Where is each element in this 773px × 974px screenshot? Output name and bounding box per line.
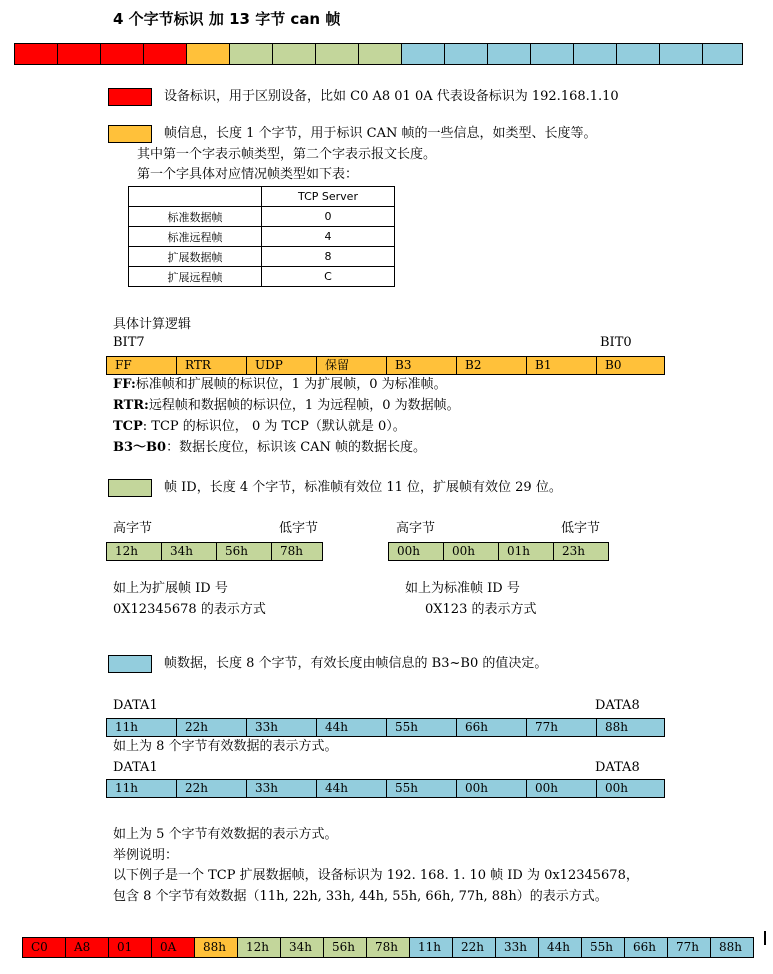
bit-desc-key: FF: [113, 377, 136, 392]
example-frame-cell: 55h [582, 938, 625, 957]
bit-cell: B1 [527, 357, 597, 374]
std-id-row [388, 542, 609, 561]
bit-desc-rtr [113, 397, 460, 415]
bar-cell [574, 44, 617, 64]
frame-info-text-2: 其中第一个字表示帧类型，第二个字表示报文长度。 [137, 147, 437, 162]
bar-cell [703, 44, 743, 64]
frame-info-text: 帧信息，长度 1 个字节，用于标识 CAN 帧的一些信息，如类型、长度等。 [164, 126, 597, 141]
bar-cell [316, 44, 359, 64]
table-row [129, 187, 395, 207]
table-cell: C [262, 267, 395, 287]
bit-row [106, 356, 665, 375]
frame-data-swatch [108, 655, 152, 673]
bit-desc-key: TCP [113, 419, 143, 434]
frame-layout-bar [14, 43, 743, 65]
id-cell: 01h [499, 543, 554, 560]
bar-cell [359, 44, 402, 64]
bits-heading: 具体计算逻辑 [113, 317, 192, 332]
id-cell: 56h [217, 543, 272, 560]
bar-cell [144, 44, 187, 64]
data-cell: 00h [527, 780, 597, 797]
example-frame-cell: 66h [625, 938, 668, 957]
id-cell: 00h [444, 543, 499, 560]
frame-data-text: 帧数据，长度 8 个字节，有效长度由帧信息的 B3~B0 的值决定。 [164, 656, 548, 671]
data-cell: 77h [527, 719, 597, 736]
example-frame-cell: 22h [453, 938, 496, 957]
bit-desc-tcp [113, 418, 406, 436]
bit-desc-key: B3～B0 [113, 440, 167, 455]
example-frame-cell: 12h [238, 938, 281, 957]
table-row [129, 247, 395, 267]
bar-cell [187, 44, 230, 64]
example-line-1: 以下例子是一个 TCP 扩展数据帧，设备标识为 192. 168. 1. 10 帧 ID 为 0x12345678， [113, 868, 639, 883]
data-cell: 88h [597, 719, 665, 736]
bit-cell: FF [107, 357, 177, 374]
std-caption-1: 如上为标准帧 ID 号 [405, 581, 520, 596]
data-cell: 11h [107, 719, 177, 736]
bar-cell [617, 44, 660, 64]
bit7-label: BIT7 [113, 335, 145, 350]
frame-info-swatch [108, 125, 152, 143]
table-cell: 标准远程帧 [129, 227, 262, 247]
data-row-8 [106, 718, 665, 737]
bit-cell: RTR [177, 357, 247, 374]
table-row [129, 207, 395, 227]
bar-cell [402, 44, 445, 64]
table-cell: 扩展数据帧 [129, 247, 262, 267]
table-cell: 扩展远程帧 [129, 267, 262, 287]
table-cell: 标准数据帧 [129, 207, 262, 227]
example-frame-cell: 01 [109, 938, 152, 957]
example-frame-cell: 78h [367, 938, 410, 957]
bit-cell: UDP [247, 357, 317, 374]
ext-low-label: 低字节 [279, 521, 319, 536]
ext-id-row [106, 542, 323, 561]
example-frame-cell: 33h [496, 938, 539, 957]
example-frame-cell: 11h [410, 938, 453, 957]
frame-info-text-3: 第一个字具体对应情况帧类型如下表： [137, 167, 359, 182]
example-frame-cell: A8 [66, 938, 109, 957]
bar-cell [58, 44, 101, 64]
bit-cell: 保留 [317, 357, 387, 374]
data8-label: DATA8 [595, 698, 640, 713]
data-cell: 55h [387, 719, 457, 736]
example-heading: 举例说明： [113, 848, 179, 863]
data1-label: DATA1 [113, 698, 158, 713]
text-cursor [764, 931, 766, 945]
std-caption-2: 0X123 的表示方式 [425, 602, 537, 617]
std-high-label: 高字节 [396, 521, 436, 536]
ext-caption-2: 0X12345678 的表示方式 [113, 602, 266, 617]
bar-cell [488, 44, 531, 64]
bit0-label: BIT0 [600, 335, 632, 350]
bar-cell [15, 44, 58, 64]
example-frame-cell: 44h [539, 938, 582, 957]
ext-high-label: 高字节 [113, 521, 153, 536]
data8-label-2: DATA8 [595, 760, 640, 775]
data-row-5 [106, 779, 665, 798]
table-cell: 0 [262, 207, 395, 227]
bit-desc-key: RTR: [113, 398, 149, 413]
bit-desc-text: 标准帧和扩展帧的标识位，1 为扩展帧，0 为标准帧。 [135, 377, 447, 392]
bit-desc-len [113, 439, 426, 457]
bar-cell [273, 44, 316, 64]
data1-label-2: DATA1 [113, 760, 158, 775]
page-title: 4 个字节标识 加 13 字节 can 帧 [113, 10, 341, 28]
bit-desc-text: ：数据长度位，标识该 CAN 帧的数据长度。 [166, 440, 427, 455]
table-header-cell: TCP Server [262, 187, 395, 207]
table-cell: 4 [262, 227, 395, 247]
frame-type-table [128, 186, 395, 287]
data-row-5-caption: 如上为 5 个字节有效数据的表示方式。 [113, 827, 338, 842]
frame-id-text: 帧 ID，长度 4 个字节，标准帧有效位 11 位，扩展帧有效位 29 位。 [164, 480, 562, 495]
id-cell: 12h [107, 543, 162, 560]
table-row [129, 227, 395, 247]
frame-id-swatch [108, 479, 152, 497]
id-cell: 34h [162, 543, 217, 560]
example-frame-cell: 88h [195, 938, 238, 957]
bar-cell [230, 44, 273, 64]
example-frame-cell: 0A [152, 938, 195, 957]
bar-cell [445, 44, 488, 64]
example-frame-row [22, 937, 754, 958]
id-cell: 00h [389, 543, 444, 560]
bit-desc-ff [113, 376, 447, 394]
bit-desc-text: 远程帧和数据帧的标识位，1 为远程帧，0 为数据帧。 [148, 398, 460, 413]
bit-cell: B0 [597, 357, 665, 374]
data-cell: 44h [317, 719, 387, 736]
table-cell [129, 187, 262, 207]
example-frame-cell: 77h [668, 938, 711, 957]
bar-cell [660, 44, 703, 64]
example-frame-cell: 88h [711, 938, 754, 957]
std-low-label: 低字节 [561, 521, 601, 536]
device-id-swatch [108, 88, 152, 106]
bit-cell: B3 [387, 357, 457, 374]
data-cell: 44h [317, 780, 387, 797]
data-cell: 55h [387, 780, 457, 797]
data-cell: 33h [247, 719, 317, 736]
id-cell: 23h [554, 543, 609, 560]
data-row-8-caption: 如上为 8 个字节有效数据的表示方式。 [113, 739, 338, 754]
data-cell: 66h [457, 719, 527, 736]
bar-cell [101, 44, 144, 64]
data-cell: 22h [177, 780, 247, 797]
table-cell: 8 [262, 247, 395, 267]
data-cell: 00h [597, 780, 665, 797]
bit-cell: B2 [457, 357, 527, 374]
example-frame-cell: 34h [281, 938, 324, 957]
example-line-2: 包含 8 个字节有效数据（11h, 22h, 33h, 44h, 55h, 66h, 77h, 88h）的表示方式。 [113, 889, 608, 904]
bit-desc-text: : TCP 的标识位， 0 为 TCP（默认就是 0）。 [142, 419, 406, 434]
id-cell: 78h [272, 543, 323, 560]
device-id-text: 设备标识，用于区别设备，比如 C0 A8 01 0A 代表设备标识为 192.168.1.10 [164, 89, 619, 104]
example-frame-cell: C0 [23, 938, 66, 957]
example-frame-cell: 56h [324, 938, 367, 957]
data-cell: 22h [177, 719, 247, 736]
data-cell: 33h [247, 780, 317, 797]
table-row [129, 267, 395, 287]
data-cell: 00h [457, 780, 527, 797]
ext-caption-1: 如上为扩展帧 ID 号 [113, 581, 228, 596]
data-cell: 11h [107, 780, 177, 797]
bar-cell [531, 44, 574, 64]
